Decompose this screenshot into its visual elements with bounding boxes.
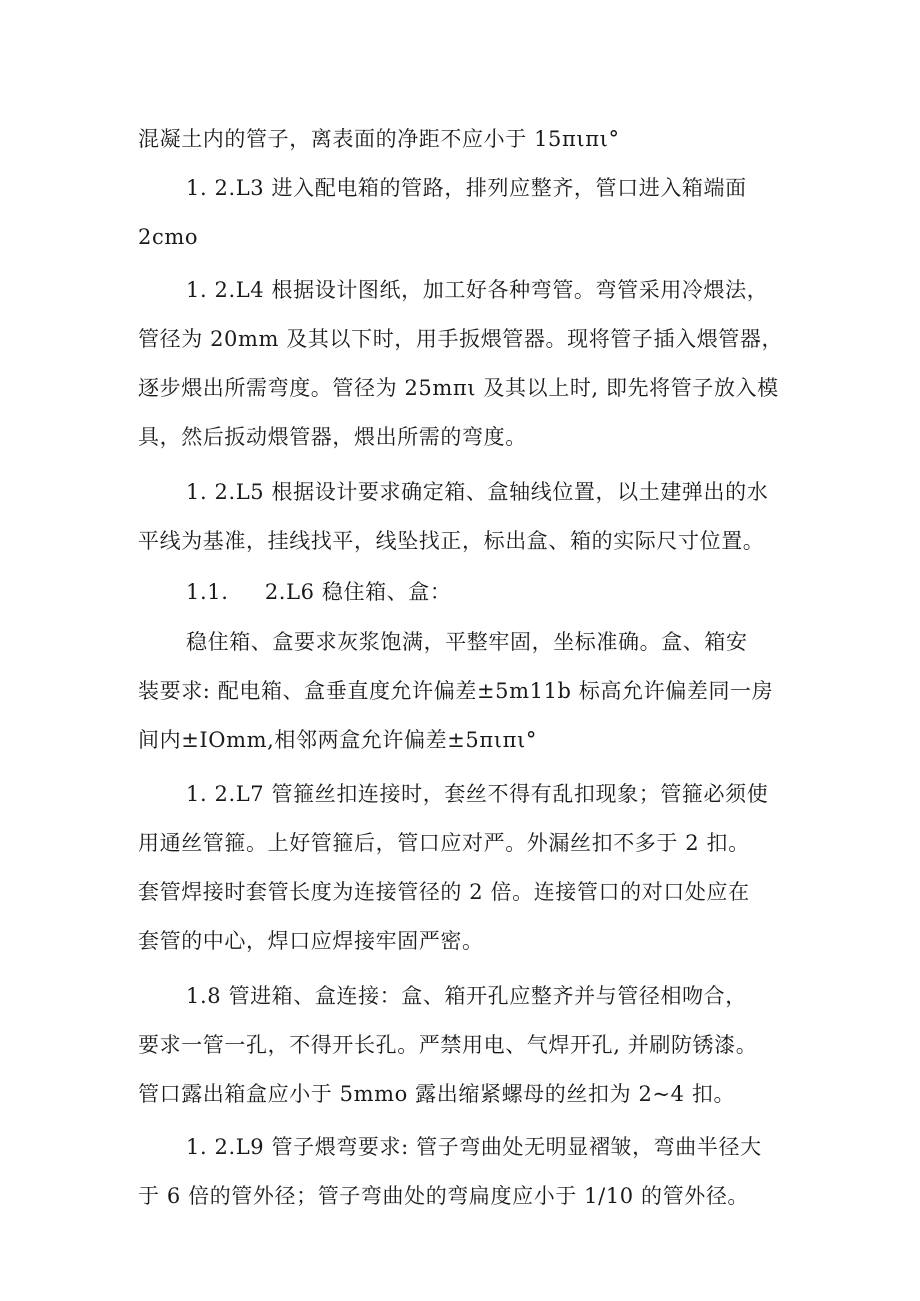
text-line: 管口露出箱盒应小于 5mmo 露出缩紧螺母的丝扣为 2~4 扣。 [138,1082,736,1106]
text-line: 1. 2.L5 根据设计要求确定箱、盒轴线位置，以土建弹出的水 [186,480,769,504]
text-line: 1. 2.L7 管箍丝扣连接时，套丝不得有乱扣现象；管箍必须使 [186,782,769,806]
text-line: 间内±IOmm,相邻两盒允许偏差±5πιπι° [138,728,537,752]
paragraph-box-installation [138,618,798,765]
text-line: 1. 2.L4 根据设计图纸，加工好各种弯管。弯管采用冷煨法， [186,278,769,302]
text-line: 1. 2.L9 管子煨弯要求: 管子弯曲处无明显褶皱，弯曲半径大 [186,1135,762,1159]
text-line: 要求一管一孔，不得开长孔。严禁用电、气焊开孔, 并刷防锈漆。 [138,1033,758,1057]
paragraph-1-2-l4 [138,266,798,462]
paragraph-1-1-heading [138,568,798,617]
text-line: 管径为 20mm 及其以下时，用手扳煨管器。现将管子插入煨管器， [138,327,784,351]
text-line: 装要求: 配电箱、盒垂直度允许偏差±5m11b 标高允许偏差同一房 [138,679,774,703]
text-line: 套管焊接时套管长度为连接管径的 2 倍。连接管口的对口处应在 [138,880,750,904]
paragraph-concrete-clearance [138,115,798,164]
text-line: 于 6 倍的管外径；管子弯曲处的弯扁度应小于 1/10 的管外径。 [138,1184,750,1208]
text-line: 平线为基准，挂线找平，线坠找正，标出盒、箱的实际尺寸位置。 [138,529,765,553]
paragraph-1-2-l5 [138,468,798,566]
text-line: 具，然后扳动煨管器，煨出所需的弯度。 [138,425,527,449]
text-line: 1.8 管进箱、盒连接：盒、箱开孔应整齐并与管径相吻合， [186,984,747,1008]
text-line: 用通丝管箍。上好管箍后，管口应对严。外漏丝扣不多于 2 扣。 [138,831,750,855]
text-line: 混凝土内的管子，离表面的净距不应小于 15πιπι° [138,127,620,151]
paragraph-1-2-l7 [138,770,798,966]
text-line: 1. 2.L3 进入配电箱的管路，排列应整齐，管口进入箱端面 [186,176,747,200]
paragraph-1-8 [138,972,798,1119]
text-line: 2cmo [138,225,199,249]
text-line: 套管的中心，焊口应焊接牢固严密。 [138,929,484,953]
paragraph-1-2-l3 [138,164,798,262]
text-line: 逐步煨出所需弯度。管径为 25mπι 及其以上时, 即先将管子放入模 [138,376,779,400]
text-line: 稳住箱、盒要求灰浆饱满，平整牢固，坐标准确。盒、箱安 [186,630,748,654]
section-heading: 1.1. 2.L6 稳住箱、盒： [186,580,452,604]
paragraph-1-2-l9 [138,1123,798,1221]
